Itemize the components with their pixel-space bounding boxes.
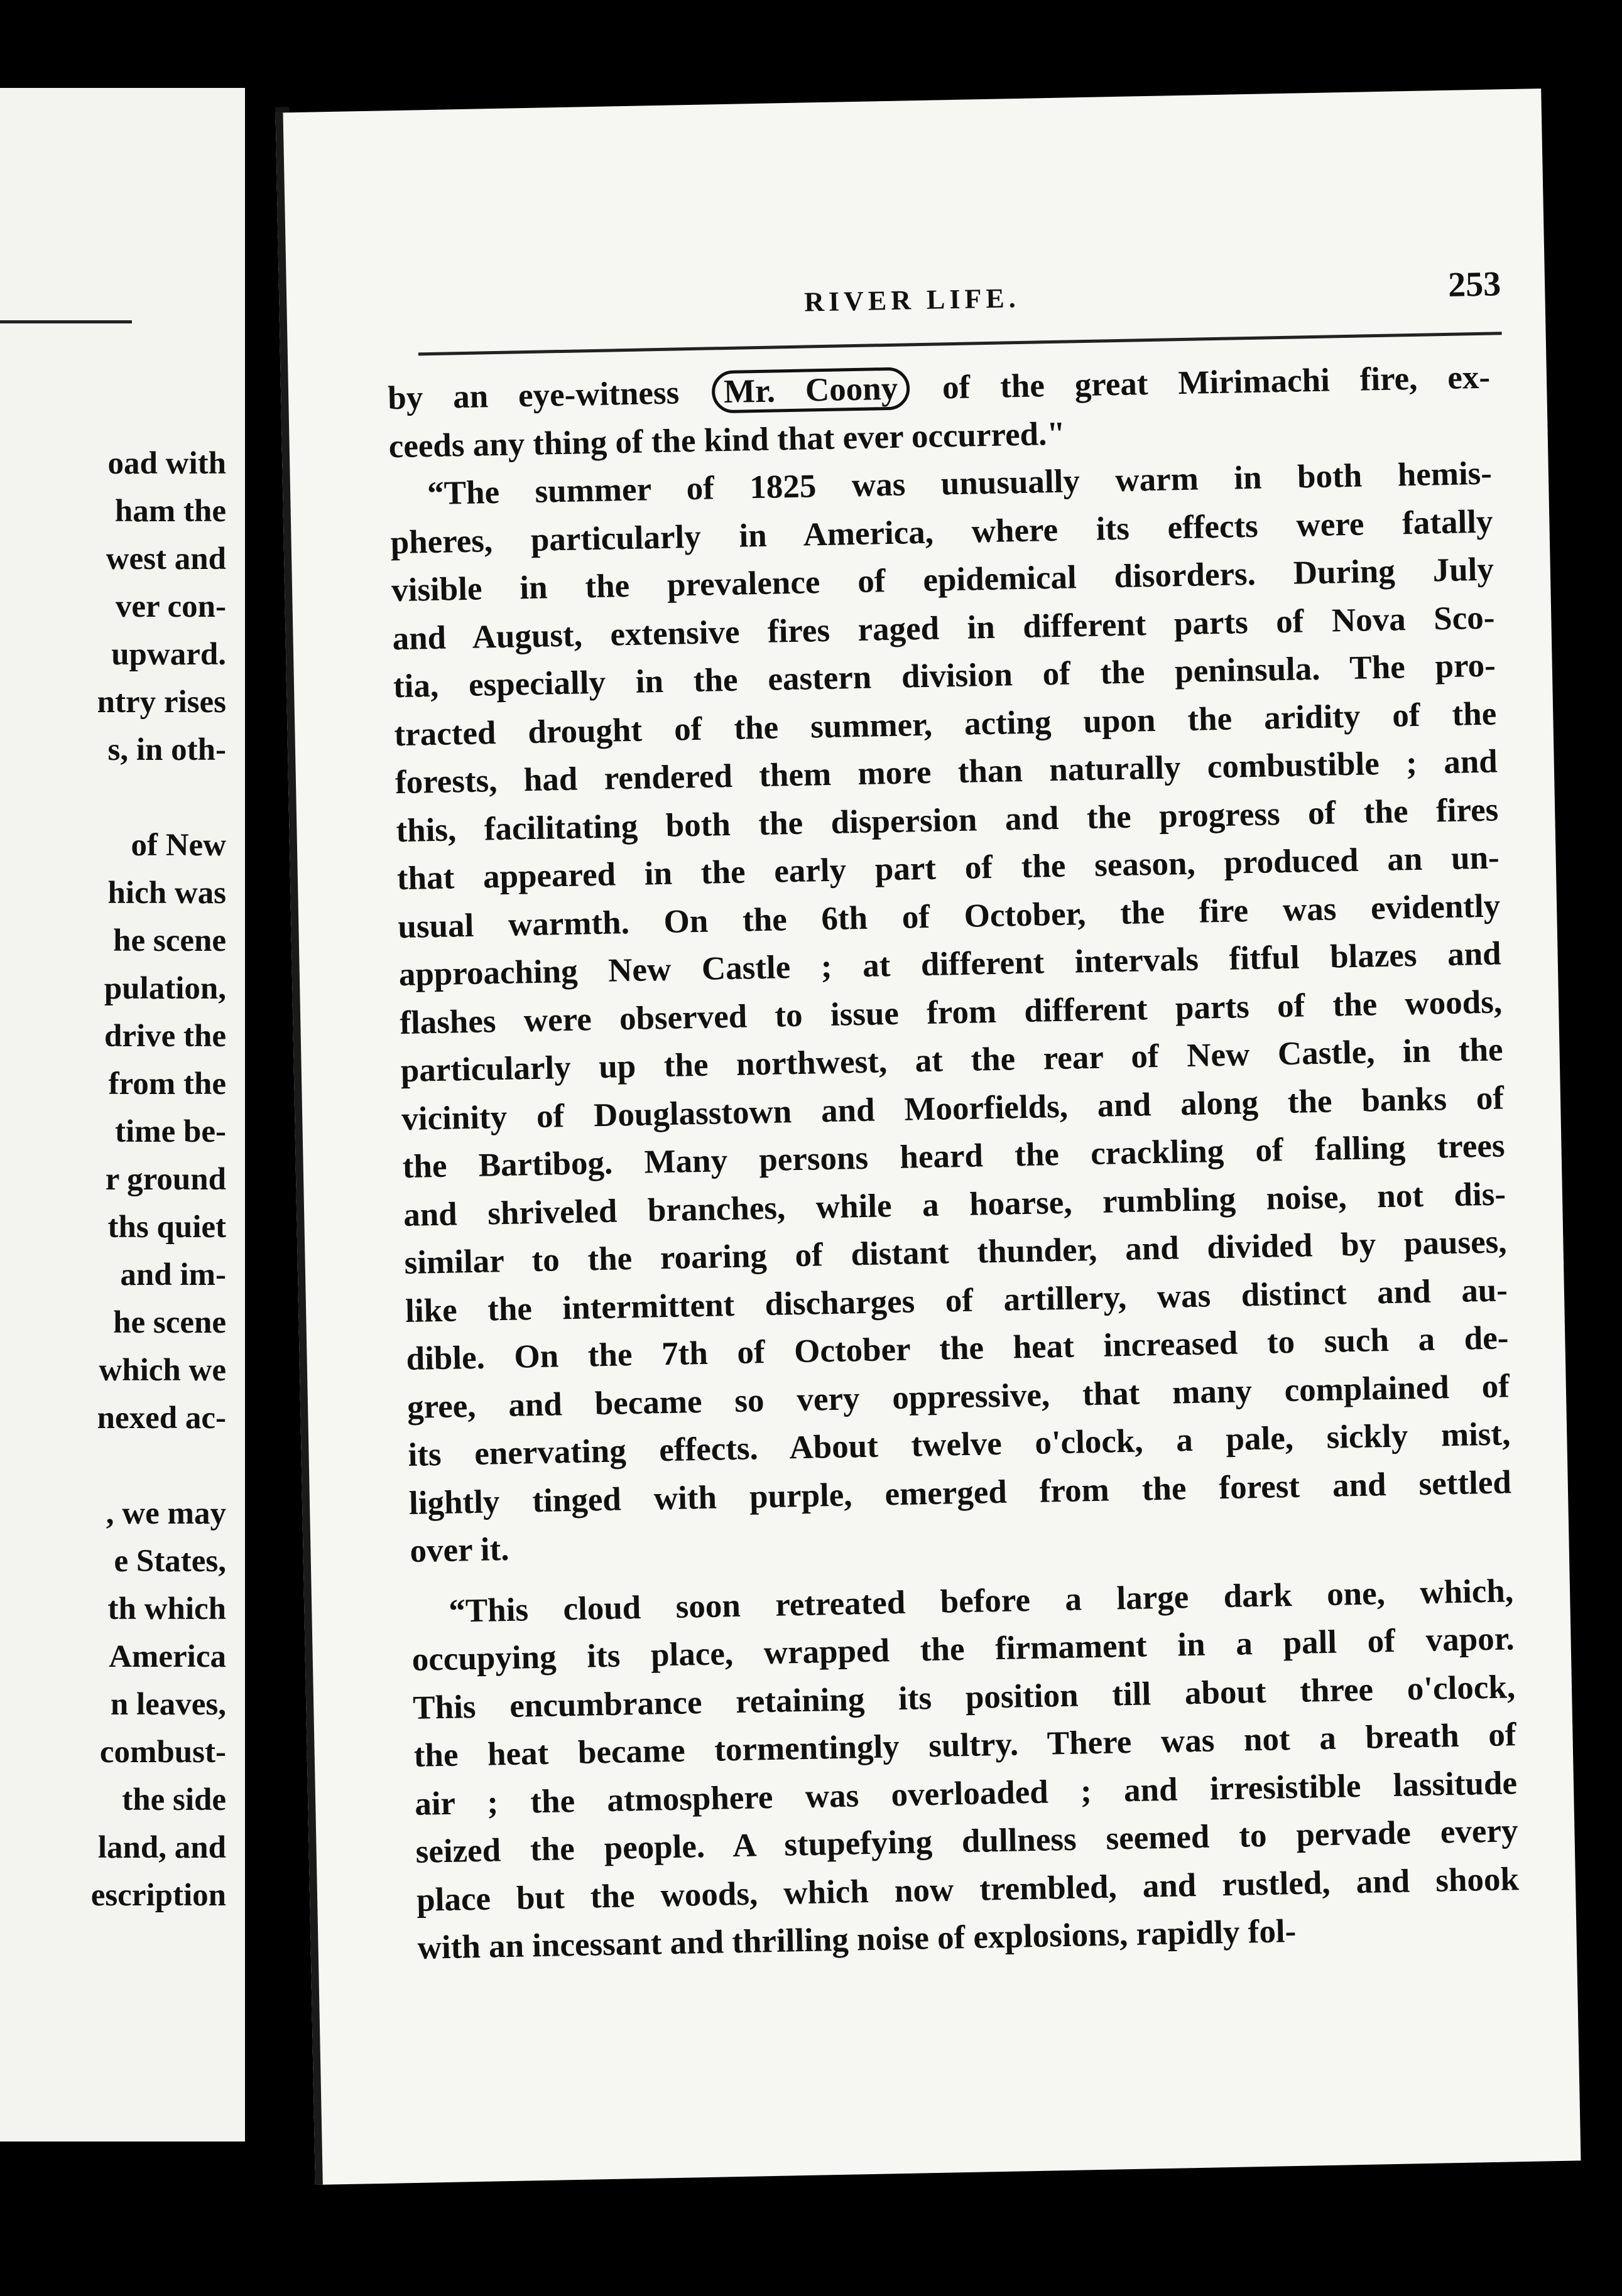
left-text-line: escription <box>90 1878 226 1913</box>
text-line: seized the people. A stupefying dullness seemed to pervade every <box>415 1812 1518 1870</box>
text-line: and shriveled branches, while a hoarse, rumbling noise, not dis- <box>403 1175 1506 1233</box>
left-text-line: he scene <box>113 1305 226 1340</box>
text-line: over it. <box>409 1530 510 1569</box>
left-text-line: of New <box>131 828 226 863</box>
text-line: pheres, particularly in America, where its effects were fatally <box>390 503 1493 561</box>
text-line: like the intermittent discharges of artillery, was distinct and au- <box>405 1271 1508 1329</box>
left-text-line: th which <box>107 1591 226 1627</box>
text-line: visible in the prevalence of epidemical disorders. During July <box>391 551 1494 609</box>
text-line: vicinity of Douglasstown and Moorfields, and along the banks of <box>401 1079 1505 1137</box>
text-line: place but the woods, which now trembled, and rustled, and shook <box>416 1860 1520 1919</box>
paragraph-2 <box>389 450 1512 1576</box>
circled-name-annotation: Mr. Coony <box>711 367 910 413</box>
left-page-text <box>0 440 226 1919</box>
left-text-line: west and <box>106 541 226 577</box>
text-line: tia, especially in the eastern division of the peninsula. The pro- <box>393 647 1496 705</box>
body-text <box>388 354 1521 1973</box>
left-text-line: e States, <box>114 1544 226 1579</box>
left-text-line: from the <box>108 1066 226 1102</box>
left-text-line: upward. <box>111 637 226 672</box>
left-text-line: combust- <box>99 1735 226 1770</box>
left-text-line: he scene <box>113 923 226 958</box>
text-line: air ; the atmosphere was overloaded ; and irresistible lassitude <box>414 1764 1518 1822</box>
right-page <box>276 89 1581 2185</box>
left-text-line: ths quiet <box>107 1210 226 1245</box>
text-line: usual warmth. On the 6th of October, the fire was evidently <box>397 887 1501 945</box>
left-text-line: r ground <box>105 1162 226 1197</box>
text-line: approaching New Castle ; at different intervals fitful blazes and <box>398 935 1502 994</box>
left-text-line: s, in oth- <box>107 732 226 767</box>
left-text-line: the side <box>122 1782 226 1817</box>
paragraph-3 <box>411 1567 1520 1973</box>
left-text-line: oad with <box>107 446 226 481</box>
left-text-line: America <box>109 1639 226 1674</box>
text-line: its enervating effects. About twelve o'clock, a pale, sickly mist, <box>408 1416 1511 1473</box>
left-facing-page <box>0 88 245 2142</box>
text-line: dible. On the 7th of October the heat increased to such a de- <box>406 1319 1509 1378</box>
line1-before: by an eye-witness <box>387 374 680 417</box>
left-page-header-rule <box>0 320 132 323</box>
text-line: that appeared in the early part of the season, produced an un- <box>396 839 1500 897</box>
text-line: ceeds any thing of the kind that ever occurred." <box>388 415 1066 465</box>
text-line: this, facilitating both the dispersion and the progress of the fires <box>395 791 1499 849</box>
text-line: lightly tinged with purple, emerged from the forest and settled <box>408 1463 1512 1522</box>
left-text-line: land, and <box>97 1830 226 1865</box>
text-line: tracted drought of the summer, acting upon the aridity of the <box>393 695 1497 753</box>
text-line: flashes were observed to issue from different parts of the woods, <box>399 983 1503 1041</box>
left-text-line: nexed ac- <box>97 1400 226 1436</box>
text-line: This encumbrance retaining its position till about three o'clock, <box>412 1668 1516 1726</box>
left-text-line: hich was <box>107 875 226 911</box>
left-text-line: , we may <box>106 1496 226 1531</box>
left-paragraph-gap <box>0 1442 226 1490</box>
text-line: occupying its place, wrapped the firmament in a pall of vapor. <box>411 1620 1515 1678</box>
header-rule <box>418 332 1502 355</box>
left-text-line: n leaves, <box>110 1687 226 1722</box>
left-text-line: drive the <box>104 1019 226 1054</box>
left-text-line: ver con- <box>115 589 226 624</box>
left-text-line: ntry rises <box>97 685 226 720</box>
page-number: 253 <box>1447 264 1501 305</box>
text-line: similar to the roaring of distant thunder, and divided by pauses, <box>404 1223 1507 1282</box>
left-text-line: time be- <box>114 1114 226 1149</box>
text-line: and August, extensive fires raged in different parts of Nova Sco- <box>392 599 1495 657</box>
left-text-line: pulation, <box>104 971 226 1006</box>
text-line: “The summer of 1825 was unusually warm in both hemis- <box>427 455 1493 512</box>
left-paragraph-gap <box>0 774 226 821</box>
left-text-line: and im- <box>120 1257 226 1292</box>
running-title: RIVER LIFE. <box>803 282 1021 318</box>
line1-after: of the great Mirimachi fire, ex- <box>942 359 1491 406</box>
text-line: gree, and became so very oppressive, that many complained of <box>406 1367 1510 1426</box>
text-line: particularly up the northwest, at the rear of New Castle, in the <box>400 1031 1504 1090</box>
text-line: the Bartibog. Many persons heard the crackling of falling trees <box>402 1127 1506 1186</box>
text-line: “This cloud soon retreated before a large dark one, which, <box>448 1572 1514 1630</box>
text-line: forests, had rendered them more than naturally combustible ; and <box>395 743 1498 801</box>
text-line: with an incessant and thrilling noise of explosions, rapidly fol- <box>417 1912 1297 1966</box>
text-line: the heat became tormentingly sultry. There was not a breath of <box>413 1716 1517 1774</box>
left-text-line: which we <box>99 1353 226 1388</box>
left-text-line: ham the <box>114 494 226 529</box>
